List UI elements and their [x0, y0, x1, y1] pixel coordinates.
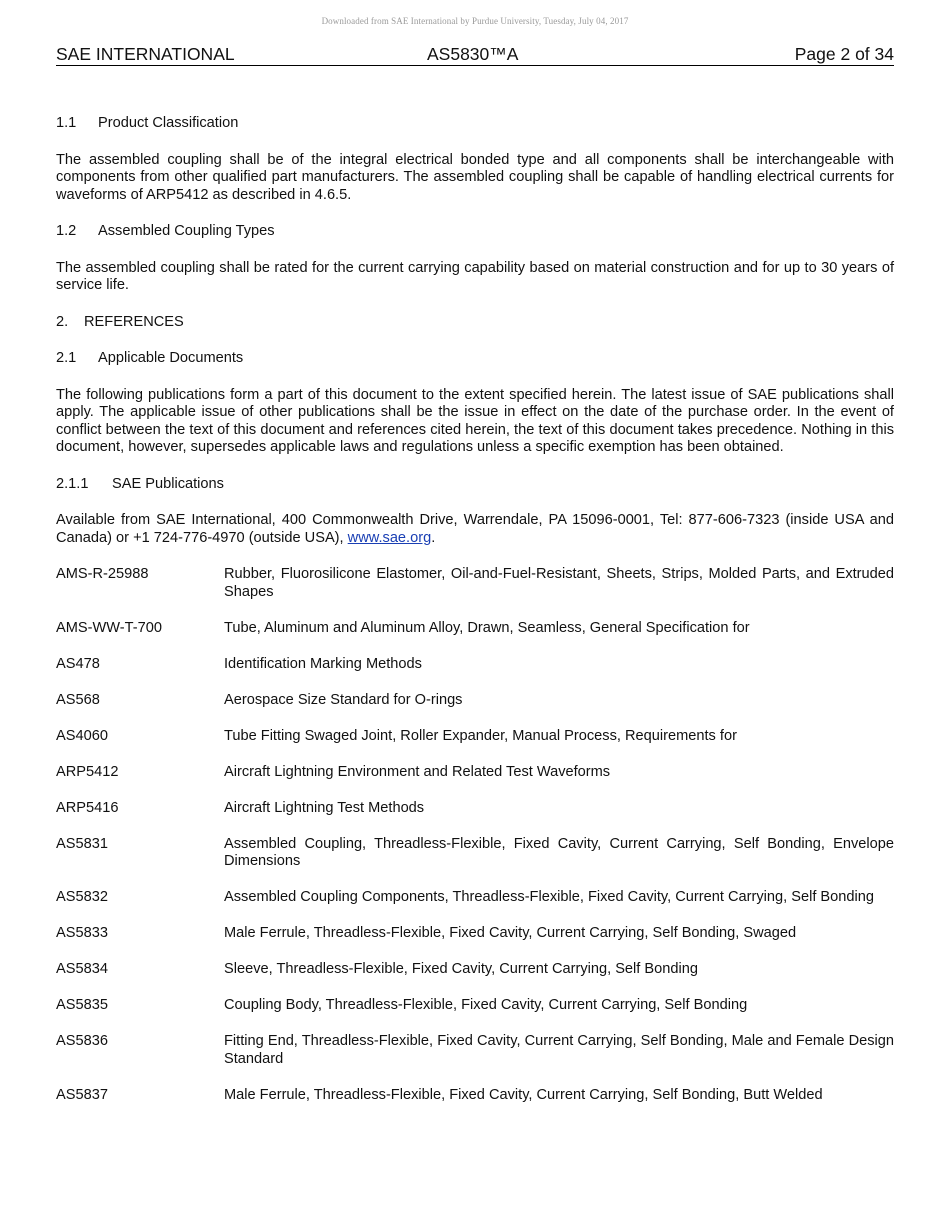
reference-code: AMS-WW-T-700: [56, 619, 162, 636]
header-organization: SAE INTERNATIONAL: [56, 44, 235, 64]
section-title: Applicable Documents: [98, 350, 244, 366]
section-title: REFERENCES: [84, 313, 184, 330]
section-title: Assembled Coupling Types: [98, 223, 275, 239]
page-header: [56, 44, 894, 66]
reference-row: [56, 620, 894, 638]
section-number: 2.1: [56, 350, 77, 366]
reference-row: [56, 961, 894, 979]
header-page-number: Page 2 of 34: [794, 44, 894, 64]
reference-code: AS568: [56, 691, 100, 708]
header-document-number: AS5830™A: [427, 44, 519, 64]
reference-row: [56, 889, 894, 907]
section-title: SAE Publications: [112, 475, 224, 492]
paragraph-1-1: The assembled coupling shall be of the integral electrical bonded type and all components shall be interchangeable with components from other qualified part manufacturers. The assembled coupling shall be capable of handling electrical currents for waveforms of ARP5412 as described in 4.6.5.: [56, 151, 894, 203]
reference-code: AMS-R-25988: [56, 566, 149, 582]
reference-row: [56, 728, 894, 746]
reference-row: [56, 566, 894, 601]
reference-code: AS5831: [56, 835, 108, 852]
reference-row: [56, 692, 894, 710]
section-heading-2: [56, 314, 894, 332]
reference-row: [56, 836, 894, 871]
reference-title: Aircraft Lightning Test Methods: [224, 799, 425, 816]
paragraph-1-2: The assembled coupling shall be rated for the current carrying capability based on material construction and for up to 30 years of service life.: [56, 259, 894, 293]
reference-code: AS5837: [56, 1086, 108, 1103]
section-heading-2-1-1: [56, 476, 894, 494]
download-watermark: Downloaded from SAE International by Purdue University, Tuesday, July 04, 2017: [321, 16, 629, 26]
reference-title: Tube, Aluminum and Aluminum Alloy, Drawn, Seamless, General Specification for: [224, 619, 750, 636]
reference-title: Coupling Body, Threadless-Flexible, Fixed Cavity, Current Carrying, Self Bonding: [224, 997, 748, 1013]
section-heading-1-2: [56, 223, 894, 241]
reference-title: Assembled Coupling Components, Threadless-Flexible, Fixed Cavity, Current Carrying, Self Bonding: [224, 889, 874, 905]
section-heading-1-1: [56, 115, 894, 133]
reference-row: [56, 1033, 894, 1068]
reference-code: AS5835: [56, 997, 108, 1013]
reference-title: Sleeve, Threadless-Flexible, Fixed Cavity, Current Carrying, Self Bonding: [224, 961, 698, 977]
section-number: 1.2: [56, 223, 77, 239]
reference-code: AS4060: [56, 727, 108, 744]
paragraph-2-1-1: [56, 512, 894, 547]
reference-title: Aircraft Lightning Environment and Related Test Waveforms: [224, 763, 611, 780]
reference-code: ARP5416: [56, 799, 119, 816]
reference-title: Assembled Coupling, Threadless-Flexible, Fixed Cavity, Current Carrying, Self Bonding, Envelope Dimensions: [224, 835, 894, 869]
reference-title: Male Ferrule, Threadless-Flexible, Fixed Cavity, Current Carrying, Self Bonding, Butt Welded: [224, 1086, 823, 1103]
paragraph-2-1: The following publications form a part of this document to the extent specified herein. The latest issue of SAE publications shall apply. The applicable issue of other publications shall be the issue in effect on the date of the purchase order. In the event of conflict between the text of this document and references cited herein, the text of this document takes precedence. Nothing in this document, however, supersedes applicable laws and regulations unless a specific exemption has been obtained.: [56, 386, 894, 455]
sae-website-link[interactable]: www.sae.org: [347, 529, 432, 546]
reference-row: [56, 997, 894, 1015]
reference-code: AS5832: [56, 889, 108, 905]
reference-title: Fitting End, Threadless-Flexible, Fixed Cavity, Current Carrying, Self Bonding, Male and Female Design Standard: [224, 1033, 894, 1067]
reference-row: [56, 800, 894, 818]
section-heading-2-1: [56, 350, 894, 368]
reference-title: Rubber, Fluorosilicone Elastomer, Oil-and-Fuel-Resistant, Sheets, Strips, Molded Parts, and Extruded Shapes: [224, 566, 894, 600]
reference-title: Male Ferrule, Threadless-Flexible, Fixed Cavity, Current Carrying, Self Bonding, Swaged: [224, 925, 797, 941]
reference-row: [56, 764, 894, 782]
sae-contact-text: Available from SAE International, 400 Commonwealth Drive, Warrendale, PA 15096-0001, Tel: 877-606-7323 (inside USA and Canada) or +1 724-776-4970 (outside USA),: [56, 512, 894, 546]
reference-code: AS5833: [56, 925, 108, 941]
section-title: Product Classification: [98, 115, 239, 131]
section-number: 1.1: [56, 115, 77, 131]
reference-row: [56, 656, 894, 674]
reference-row: [56, 925, 894, 943]
reference-title: Aerospace Size Standard for O-rings: [224, 691, 463, 708]
reference-code: AS478: [56, 655, 100, 672]
reference-title: Identification Marking Methods: [224, 655, 422, 672]
document-body: [56, 115, 894, 1123]
reference-code: AS5834: [56, 961, 108, 977]
reference-title: Tube Fitting Swaged Joint, Roller Expander, Manual Process, Requirements for: [224, 727, 737, 744]
section-number: 2.1.1: [56, 475, 89, 492]
sae-contact-end: .: [431, 529, 436, 546]
reference-row: [56, 1087, 894, 1105]
reference-code: ARP5412: [56, 763, 119, 780]
reference-list: [56, 566, 894, 1104]
reference-code: AS5836: [56, 1033, 108, 1049]
section-number: 2.: [56, 313, 69, 330]
